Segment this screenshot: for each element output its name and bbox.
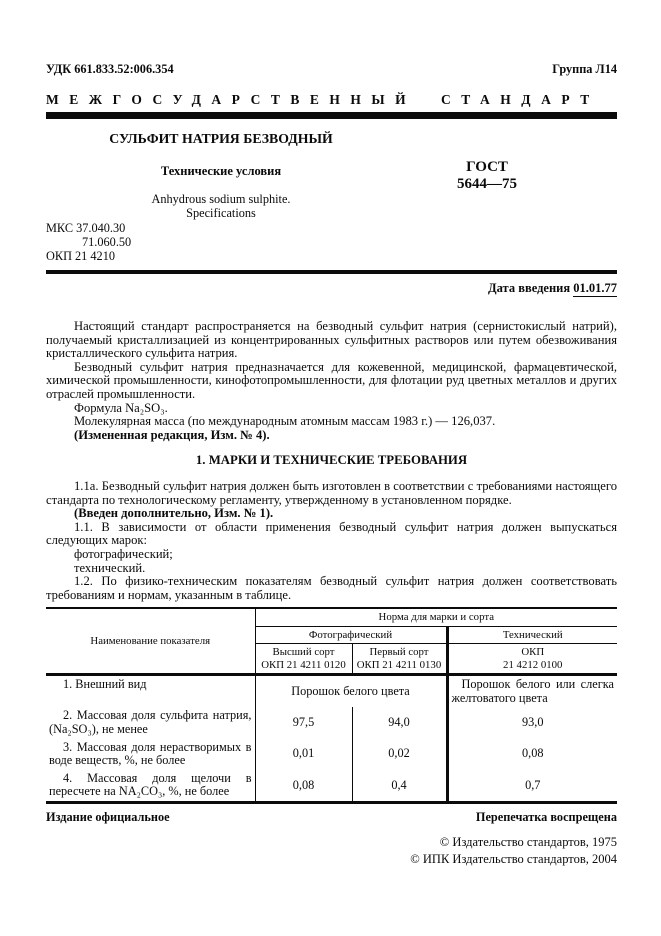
date-value: 01.01.77: [573, 281, 617, 295]
paragraph-1-1a-note: (Введен дополнительно, Изм. № 1).: [74, 506, 274, 521]
date-of-introduction: [46, 281, 617, 296]
mark-photographic: фотографический;: [74, 546, 173, 561]
copyright-block: [46, 834, 617, 868]
column-header-highest-grade: [255, 644, 352, 675]
row-name-alkali-fraction: 4. Массовая доля щелочи в пересчете на NA₂CO₃, %, не более: [46, 770, 255, 803]
value-alkali-technical: 0,7: [447, 770, 617, 803]
standard-banner: МЕЖГОСУДАРСТВЕННЫЙ СТАНДАРТ: [46, 92, 600, 107]
section-heading: 1. МАРКИ И ТЕХНИЧЕСКИЕ ТРЕБОВАНИЯ: [195, 453, 468, 468]
copyright-line-1975: © Издательство стандартов, 1975: [439, 835, 617, 850]
column-header-first-grade: [352, 644, 447, 675]
official-edition-label: Издание официальное: [46, 810, 170, 825]
value-sulphite-highest: 97,5: [255, 707, 352, 738]
spec-table: [46, 607, 617, 804]
value-alkali-highest: 0,08: [255, 770, 352, 803]
table-row: [46, 675, 617, 708]
first-grade-label: Первый сорт: [369, 646, 429, 659]
first-grade-okp: ОКП 21 4211 0130: [356, 658, 442, 671]
column-header-group: Норма для марки и сорта: [255, 608, 617, 626]
gost-number: 5644—75: [457, 176, 517, 192]
mks-code-line1: МКС 37.040.30: [46, 221, 126, 235]
separator-rule: [46, 270, 617, 274]
page-subtitle: Технические условия: [160, 164, 282, 178]
value-insoluble-technical: 0,08: [447, 739, 617, 770]
date-label: Дата введения: [488, 281, 571, 295]
paragraph-molecular-mass: Молекулярная масса (по международным атомным массам 1983 г.) — 126,037.: [74, 414, 496, 429]
footer-row: [46, 810, 617, 825]
mark-technical: технический.: [74, 560, 146, 575]
paragraph-scope-1: Настоящий стандарт распространяется на безводный сульфит натрия (сернистокислый натрий), получаемый кристаллизацией из концентрированных сульфитных растворов или путем обезвоживания кристаллического сульфита натрия.: [46, 319, 617, 361]
value-appearance-technical: Порошок белого или слегка желтоватого цвета: [447, 675, 617, 708]
header-rule: [46, 112, 617, 119]
table-row: [46, 707, 617, 738]
table-row: [46, 739, 617, 770]
document-body: [46, 320, 617, 602]
column-header-technical-okp: [447, 644, 617, 675]
gost-designation: [427, 159, 547, 193]
title-english-line1: Anhydrous sodium sulphite.: [151, 192, 291, 206]
paragraph-amendment-note: (Измененная редакция, Изм. № 4).: [74, 427, 270, 442]
gost-label: ГОСТ: [466, 159, 508, 175]
value-insoluble-highest: 0,01: [255, 739, 352, 770]
paragraph-1-1: 1.1. В зависимости от области применения безводный сульфит натрия должен выпускаться следующих марок:: [46, 519, 617, 548]
column-header-technical: Технический: [447, 626, 617, 644]
paragraph-1-2: 1.2. По физико-техническим показателям безводный сульфит натрия должен соответствовать требованиям и нормам, указанным в таблице.: [46, 574, 617, 602]
classification-row: [46, 0, 617, 77]
highest-grade-label: Высший сорт: [272, 646, 335, 659]
group-code: Группа Л14: [552, 62, 617, 76]
table-header-row-1: [46, 608, 617, 626]
table-row: [46, 770, 617, 803]
technical-okp-code: 21 4212 0100: [503, 658, 563, 671]
value-alkali-first: 0,4: [391, 777, 407, 792]
value-insoluble-first: 0,02: [388, 746, 410, 761]
page-title: СУЛЬФИТ НАТРИЯ БЕЗВОДНЫЙ: [109, 131, 333, 146]
highest-grade-okp: ОКП 21 4211 0120: [261, 658, 346, 671]
title-english: [46, 192, 396, 220]
title-block: [46, 119, 617, 270]
mks-okp-codes: [46, 222, 131, 263]
copyright-line-2004: © ИПК Издательство стандартов, 2004: [410, 852, 617, 867]
okp-code-line: ОКП 21 4210: [46, 248, 116, 263]
mks-code-line2: 71.060.50: [82, 234, 132, 249]
value-sulphite-first: 94,0: [388, 715, 410, 730]
reprint-forbidden-label: Перепечатка воспрещена: [475, 810, 617, 825]
row-name-appearance: 1. Внешний вид: [46, 675, 255, 708]
paragraph-scope-2: Безводный сульфит натрия предназначается для кожевенной, медицинской, фармацевтической, химической промышленности, кинофотопромышленности, для флотации руд цветных металлов и других отраслей промышленности.: [46, 359, 617, 401]
title-column: [46, 119, 396, 220]
column-header-photographic: Фотографический: [255, 626, 447, 644]
title-english-line2: Specifications: [186, 206, 256, 220]
udk-code: УДК 661.833.52:006.354: [46, 62, 174, 76]
paragraph-1-1a: 1.1а. Безводный сульфит натрия должен быть изготовлен в соответствии с требованиями настоящего стандарта по технологическому регламенту, утвержденному в установленном порядке.: [46, 478, 617, 507]
row-name-sulphite-fraction: 2. Массовая доля сульфита натрия, (Na₂SO₃), не менее: [46, 707, 255, 738]
value-sulphite-technical: 93,0: [447, 707, 617, 738]
value-appearance-photographic: Порошок белого цвета: [291, 684, 410, 699]
row-name-insoluble-fraction: 3. Массовая доля нерастворимых в воде веществ, %, не более: [46, 739, 255, 770]
paragraph-formula: Формула Na₂SO₃.: [74, 400, 168, 415]
column-header-name: Наименование показателя: [46, 608, 255, 675]
technical-okp-label: ОКП: [521, 646, 545, 659]
